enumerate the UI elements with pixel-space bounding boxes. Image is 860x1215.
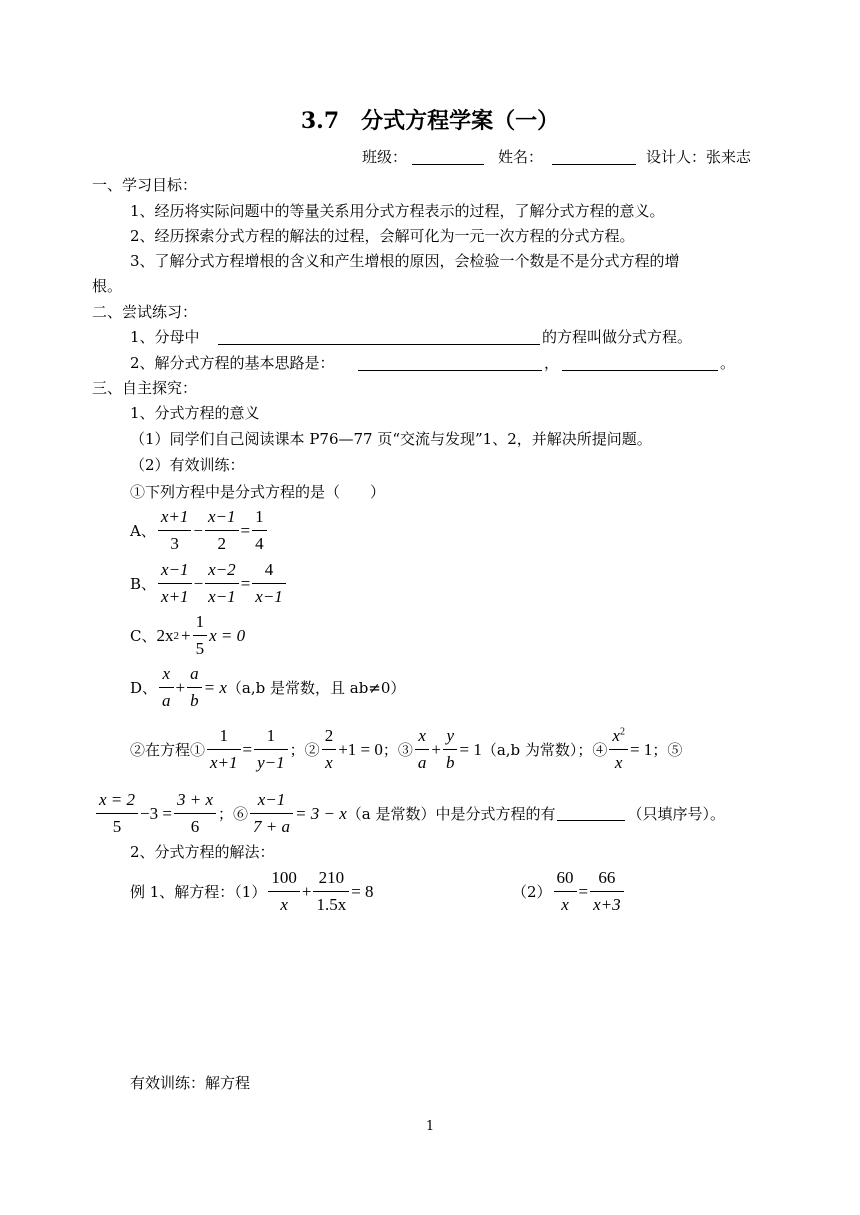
fraction: $\frac{1}{y-1}$ [254, 726, 288, 773]
fraction: $\frac{x-2}{x-1}$ [205, 560, 239, 607]
question-1: ①下列方程中是分式方程的是（ ） [130, 483, 386, 501]
fraction: $\frac{100}{x}$ [268, 868, 300, 915]
q2-blank-1 [358, 356, 542, 371]
fraction: $\frac{x+1}{3}$ [158, 507, 192, 554]
class-blank [412, 150, 484, 165]
option-d-label: D、 [130, 679, 158, 697]
q1-prefix: 1、分母中 [130, 328, 200, 346]
fraction: $\frac{2}{x}$ [322, 726, 337, 773]
option-b: B、 $\frac{x-1}{x+1}$ − $\frac{x-2}{x-1}$ = $\frac{4}{x-1}$ [130, 560, 288, 607]
fraction: $\frac{66}{x+3}$ [590, 868, 624, 915]
goal-item: 2、经历探索分式方程的解法的过程，会解可化为一元一次方程的分式方程。 [130, 227, 635, 245]
section2-heading: 二、尝试练习： [92, 303, 198, 321]
subheading-solving: 2、分式方程的解法： [130, 843, 275, 861]
fraction: $\frac{a}{b}$ [187, 664, 202, 711]
fraction: $\frac{1}{5}$ [193, 612, 208, 659]
fraction: $\frac{1}{x+1}$ [207, 726, 241, 773]
fraction: $\frac{210}{1.5x}$ [313, 868, 349, 915]
q1-blank [218, 330, 540, 345]
option-b-label: B、 [130, 575, 157, 593]
q2-comma: ， [544, 354, 560, 372]
class-label: 班级： [362, 148, 408, 166]
reading-task: （1）同学们自己阅读课本 P76—77 页“交流与发现”1、2，并解决所提问题。 [130, 430, 652, 448]
subheading-meaning: 1、分式方程的意义 [130, 404, 260, 422]
goal-item: 3、了解分式方程增根的含义和产生增根的原因，会检验一个数是不是分式方程的增 [130, 252, 680, 270]
q1-suffix: 的方程叫做分式方程。 [542, 328, 693, 346]
name-blank [552, 150, 636, 165]
question-2-line1: ②在方程① $\frac{1}{x+1}$ = $\frac{1}{y-1}$ ；② $\frac{2}{x}$ +1 = 0 ；③ $\frac{x}{a}$ + $\frac{y}{b}$ = 1 （a,b 为常数）；④ $\frac{x^2}{x}$ = 1 ；⑤ [130, 726, 683, 772]
option-c-label: C、 [130, 627, 157, 645]
option-a: A、 $\frac{x+1}{3}$ − $\frac{x-1}{2}$ = $\frac{1}{4}$ [130, 507, 269, 554]
q2-answer-blank [557, 806, 625, 821]
fraction: $\frac{x = 2}{5}$ [96, 790, 138, 837]
fraction: $\frac{x-1}{7 + a}$ [250, 790, 293, 837]
q2-prefix: 2、解分式方程的基本思路是： [130, 354, 335, 372]
fraction: $\frac{x}{a}$ [415, 726, 430, 773]
fraction: $\frac{1}{4}$ [252, 507, 267, 554]
goal-item: 根。 [92, 277, 123, 295]
option-c: C、 2x 2 + $\frac{1}{5}$ x = 0 [130, 612, 246, 658]
fraction: $\frac{y}{b}$ [443, 726, 458, 773]
section3-heading: 三、自主探究： [92, 379, 198, 397]
example-1: 例 1、解方程：（1） $\frac{100}{x}$ + $\frac{210}{1.5x}$ = 8 [130, 868, 374, 914]
goal-item: 1、经历将实际问题中的等量关系用分式方程表示的过程，了解分式方程的意义。 [130, 202, 665, 220]
page-title: 3.7 分式方程学案（一） [300, 108, 560, 134]
designer: 设计人：张来志 [646, 148, 752, 166]
fraction: $\frac{4}{x-1}$ [252, 560, 286, 607]
page-number: 1 [425, 1119, 435, 1134]
option-d: D、 $\frac{x}{a}$ + $\frac{a}{b}$ = x （a,b 是常数，且 ab≠0） [130, 664, 406, 710]
q2-end: 。 [720, 354, 736, 372]
fraction: $\frac{x-1}{2}$ [205, 507, 239, 554]
example-2: （2） $\frac{60}{x}$ = $\frac{66}{x+3}$ [512, 868, 626, 915]
q2-blank-2 [562, 356, 718, 371]
fraction: $\frac{x-1}{x+1}$ [158, 560, 192, 607]
fraction: $\frac{x}{a}$ [159, 664, 174, 711]
training-label: （2）有效训练： [130, 456, 245, 474]
option-d-note: （a,b 是常数，且 ab≠0） [226, 679, 406, 697]
fraction: $\frac{x^2}{x}$ [609, 726, 628, 773]
fraction: $\frac{3 + x}{6}$ [174, 790, 216, 837]
name-label: 姓名： [498, 148, 544, 166]
option-a-label: A、 [130, 522, 156, 540]
section1-heading: 一、学习目标： [92, 176, 198, 194]
practice-label: 有效训练：解方程 [130, 1074, 251, 1092]
fraction: $\frac{60}{x}$ [554, 868, 577, 915]
question-2-line2: $\frac{x = 2}{5}$ −3 = $\frac{3 + x}{6}$ ；⑥ $\frac{x-1}{7 + a}$ = 3 − x （a 是常数）中是分式方程的有 （只填序号）。 [94, 790, 725, 837]
